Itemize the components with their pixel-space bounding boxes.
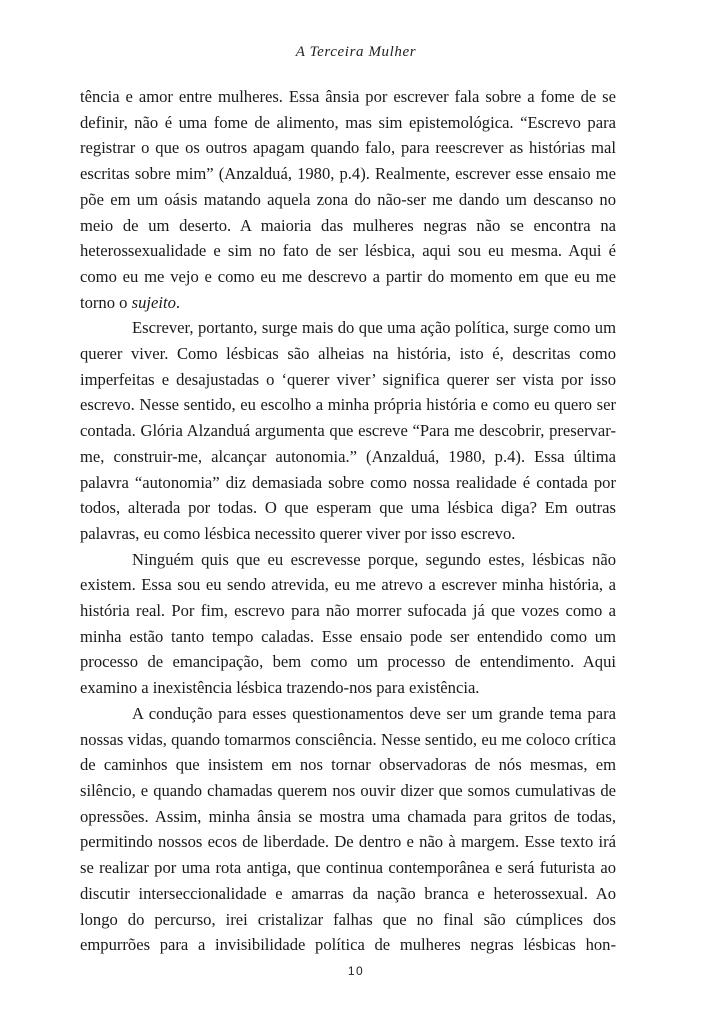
italic-term: sujeito bbox=[131, 292, 176, 312]
running-header: A Terceira Mulher bbox=[295, 44, 417, 60]
paragraph-2: Escrever, portanto, surge mais do que uma ação política, surge como um querer viver. Como lésbicas são alheias na história, isto é, descritas como imperfeitas e desajustadas o ‘querer viver’ significa querer ser vista por isso escrevo. Nesse sentido, eu escolho a minha própria história e como eu quero ser contada. Glória Alzanduá argumenta que escreve “Para me descobrir, preservar-me, construir-me, alcançar autonomia.” (Anzalduá, 1980, p.4). Essa última palavra “autonomia” diz demasiada sobre como nossa realidade é contada por todos, alterada por todas. O que esperam que uma lésbica diga? Em outras palavras, eu como lésbica necessito querer viver por isso escrevo. bbox=[80, 318, 616, 543]
page-number: 10 bbox=[347, 964, 365, 978]
paragraph-4: A condução para esses questionamentos deve ser um grande tema para nossas vidas, quando tomarmos consciência. Nesse sentido, eu me coloco crítica de caminhos que insistem em nos tornar observadoras de nós mesmas, em silêncio, e quando chamadas querem nos ouvir dizer que somos cumulativas de opressões. Assim, minha ânsia se mostra uma chamada para gritos de todas, permitindo nossos ecos de liberdade. De dentro e não à margem. Esse texto irá se realizar por uma rota antiga, que continua contemporânea e será futurista ao discutir interseccionalidade e amarras da nação branca e heterossexual. Ao longo do percurso, irei cristalizar falhas que no final são cúmplices dos empurrões para a invisibilidade política de mulheres negras lésbicas hon- bbox=[80, 703, 616, 955]
paragraph-1-text: tência e amor entre mulheres. Essa ânsia por escrever fala sobre a fome de se definir, não é uma fome de alimento, mas sim epistemológica. “Escrevo para registrar o que os outros apagam quando falo, para reescrever as histórias mal escritas sobre mim” (Anzalduá, 1980, p.4). Realmente, escrever esse ensaio me põe em um oásis matando aquela zona do não-ser me dando um descanso no meio de um deserto. A maioria das mulheres negras não se encontra na heterossexualidade e sim no fato de ser lésbica, aqui sou eu mesma. Aqui é como eu me vejo e como eu me descrevo a partir do momento em que eu me torno o bbox=[80, 87, 616, 312]
paragraph-1 bbox=[80, 84, 616, 315]
page-body bbox=[80, 84, 616, 958]
paragraph-3: Ninguém quis que eu escrevesse porque, segundo estes, lésbicas não existem. Essa sou eu sendo atrevida, eu me atrevo a escrever minha história, a história real. Por fim, escrevo para não morrer sufocada já que vozes como a minha estão tanto tempo caladas. Esse ensaio pode ser entendido como um processo de emancipação, bem como um processo de entendimento. Aqui examino a inexistência lésbica trazendo-nos para existência. bbox=[80, 549, 616, 698]
paragraph-1-end: . bbox=[175, 292, 181, 312]
